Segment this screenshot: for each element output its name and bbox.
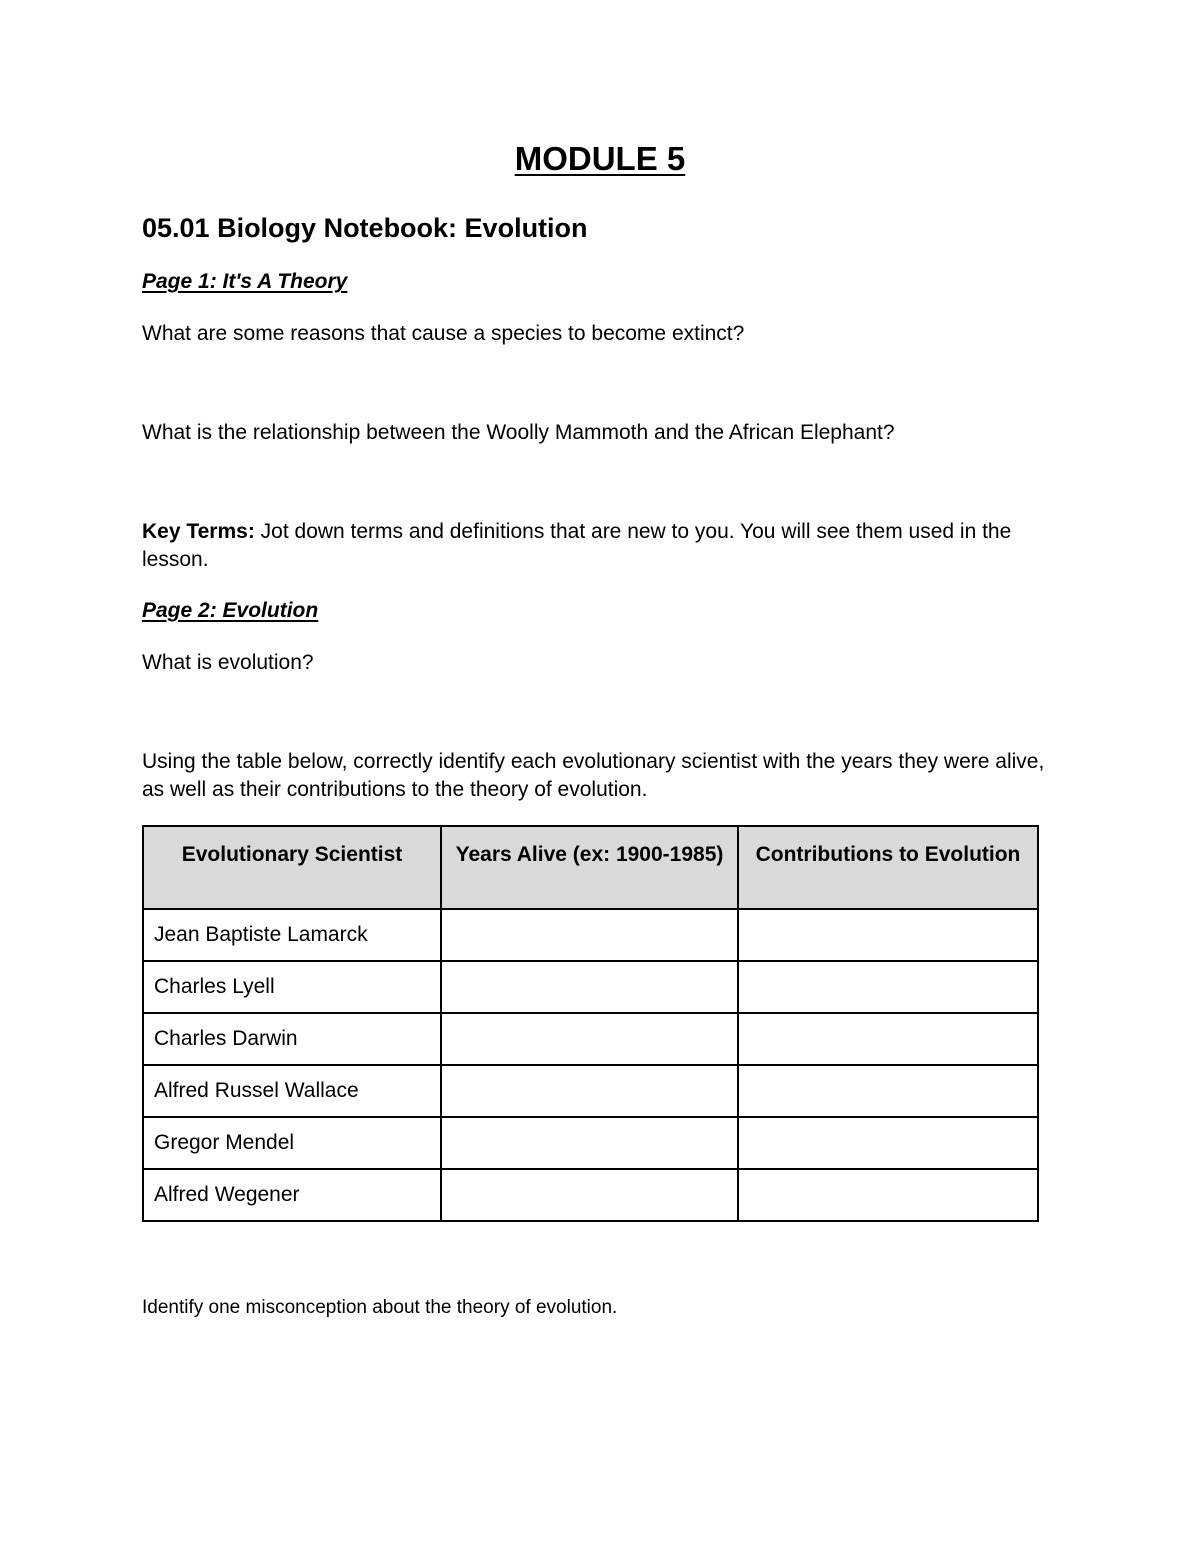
years-cell[interactable] — [441, 1013, 738, 1065]
notebook-title: 05.01 Biology Notebook: Evolution — [142, 213, 588, 243]
contributions-cell[interactable] — [738, 1117, 1038, 1169]
table-row — [143, 1169, 1038, 1221]
scientist-cell: Gregor Mendel — [143, 1117, 441, 1169]
misconception-question: Identify one misconception about the theory of evolution. — [142, 1297, 618, 1318]
contributions-cell[interactable] — [738, 1013, 1038, 1065]
table-header-row — [143, 826, 1038, 909]
table-instructions: Using the table below, correctly identify each evolutionary scientist with the years they were alive, as well as their contributions to the theory of evolution. — [142, 750, 1045, 801]
header-contributions: Contributions to Evolution — [738, 826, 1038, 909]
years-cell[interactable] — [441, 1117, 738, 1169]
key-terms-text: Jot down terms and definitions that are new to you. You will see them used in the lesson. — [142, 520, 1012, 571]
table-row — [143, 1065, 1038, 1117]
table-row — [143, 1117, 1038, 1169]
page2-heading: Page 2: Evolution — [142, 599, 319, 622]
module-title: MODULE 5 — [514, 140, 686, 177]
scientists-table — [142, 825, 1039, 1222]
contributions-cell[interactable] — [738, 961, 1038, 1013]
years-cell[interactable] — [441, 1169, 738, 1221]
page1-question-extinction: What are some reasons that cause a species to become extinct? — [142, 322, 745, 345]
table-row — [143, 1013, 1038, 1065]
years-cell[interactable] — [441, 909, 738, 961]
years-cell[interactable] — [441, 961, 738, 1013]
scientist-cell: Charles Darwin — [143, 1013, 441, 1065]
page1-question-mammoth: What is the relationship between the Woolly Mammoth and the African Elephant? — [142, 421, 895, 444]
contributions-cell[interactable] — [738, 1169, 1038, 1221]
scientist-cell: Alfred Russel Wallace — [143, 1065, 441, 1117]
key-terms-label: Key Terms: — [142, 520, 255, 543]
scientist-cell: Alfred Wegener — [143, 1169, 441, 1221]
page2-question-evolution: What is evolution? — [142, 651, 314, 674]
page1-heading: Page 1: It's A Theory — [142, 270, 348, 293]
scientist-cell: Charles Lyell — [143, 961, 441, 1013]
years-cell[interactable] — [441, 1065, 738, 1117]
header-scientist: Evolutionary Scientist — [143, 826, 441, 909]
header-years-alive: Years Alive (ex: 1900-1985) — [441, 826, 738, 909]
table-row — [143, 909, 1038, 961]
key-terms-paragraph — [142, 518, 1072, 574]
contributions-cell[interactable] — [738, 1065, 1038, 1117]
scientist-cell: Jean Baptiste Lamarck — [143, 909, 441, 961]
contributions-cell[interactable] — [738, 909, 1038, 961]
table-row — [143, 961, 1038, 1013]
